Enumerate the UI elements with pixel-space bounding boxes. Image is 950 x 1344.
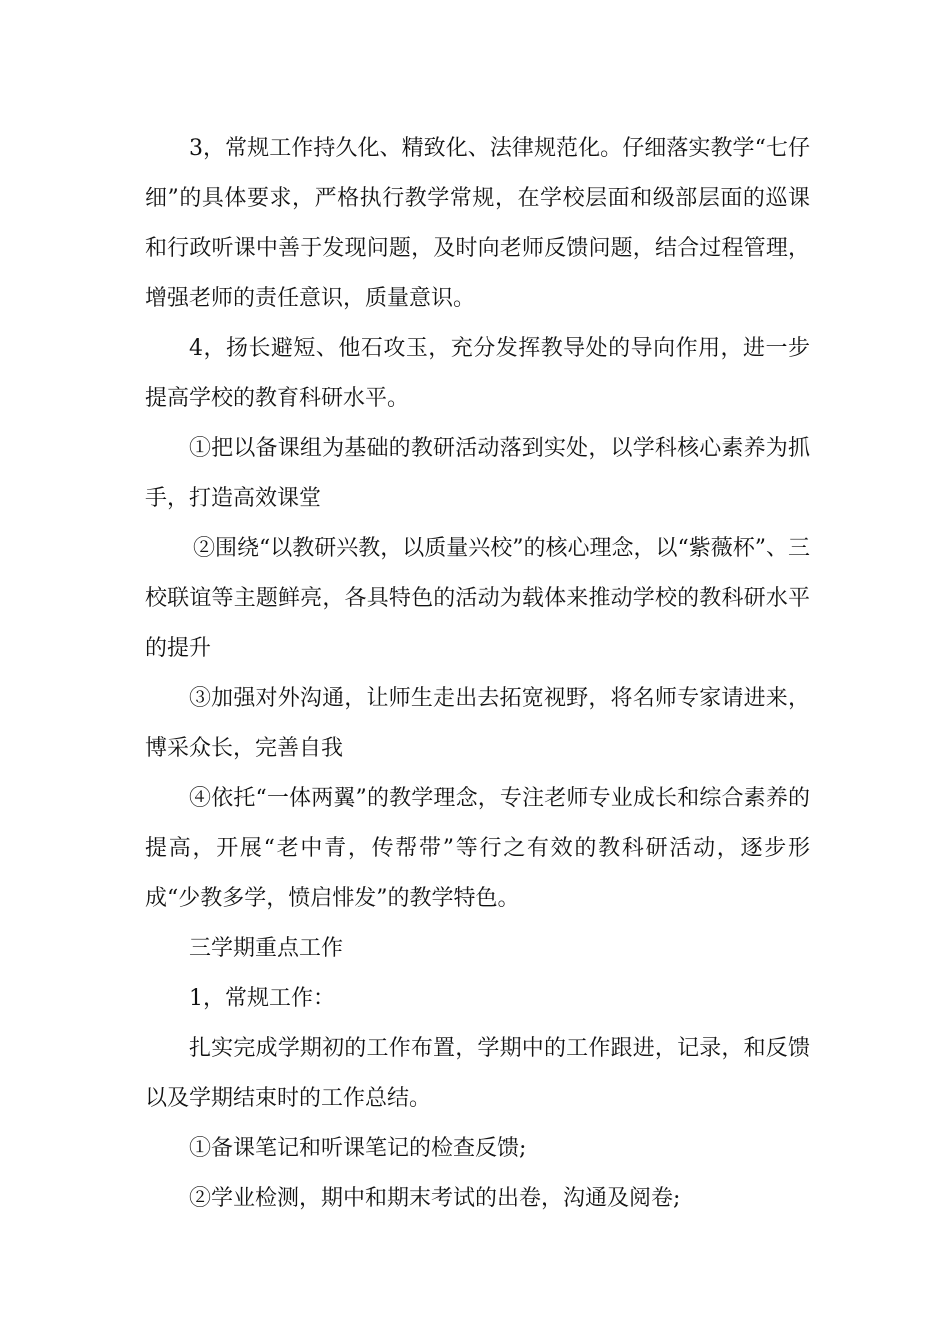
list-item-exams: ②学业检测，期中和期末考试的出卷，沟通及阅卷; <box>189 1186 681 1211</box>
paragraph-routine-work: 3，常规工作持久化、精致化、法律规范化。仔细落实教学“七仔细”的具体要求，严格执行教学常规，在学校层面和级部层面的巡课和行政听课中善于发现问题，及时向老师反馈问题，结合过程管理，增强老师的责任意识，质量意识。 <box>145 136 810 311</box>
paragraph-item-3: ③加强对外沟通，让师生走出去拓宽视野，将名师专家请进来，博采众长，完善自我 <box>145 686 810 761</box>
list-item-notes-check: ①备课笔记和听课笔记的检查反馈; <box>189 1136 527 1161</box>
document-body <box>145 124 810 1224</box>
subheading-routine: 1，常规工作： <box>189 986 335 1011</box>
section-heading: 三学期重点工作 <box>189 936 344 961</box>
paragraph-research-level: 4，扬长避短、他石攻玉，充分发挥教导处的导向作用，进一步提高学校的教育科研水平。 <box>145 336 810 411</box>
paragraph-semester-tasks: 扎实完成学期初的工作布置，学期中的工作跟进，记录，和反馈以及学期结束时的工作总结。 <box>145 1036 810 1111</box>
paragraph-item-4: ④依托“一体两翼”的教学理念，专注老师专业成长和综合素养的提高，开展“老中青，传帮带”等行之有效的教科研活动，逐步形成“少教多学，愤启悱发”的教学特色。 <box>145 786 810 911</box>
paragraph-item-2: ②围绕“以教研兴教，以质量兴校”的核心理念，以“紫薇杯”、三校联谊等主题鲜亮，各具特色的活动为载体来推动学校的教科研水平的提升 <box>145 536 810 661</box>
paragraph-item-1: ①把以备课组为基础的教研活动落到实处，以学科核心素养为抓手，打造高效课堂 <box>145 436 810 511</box>
